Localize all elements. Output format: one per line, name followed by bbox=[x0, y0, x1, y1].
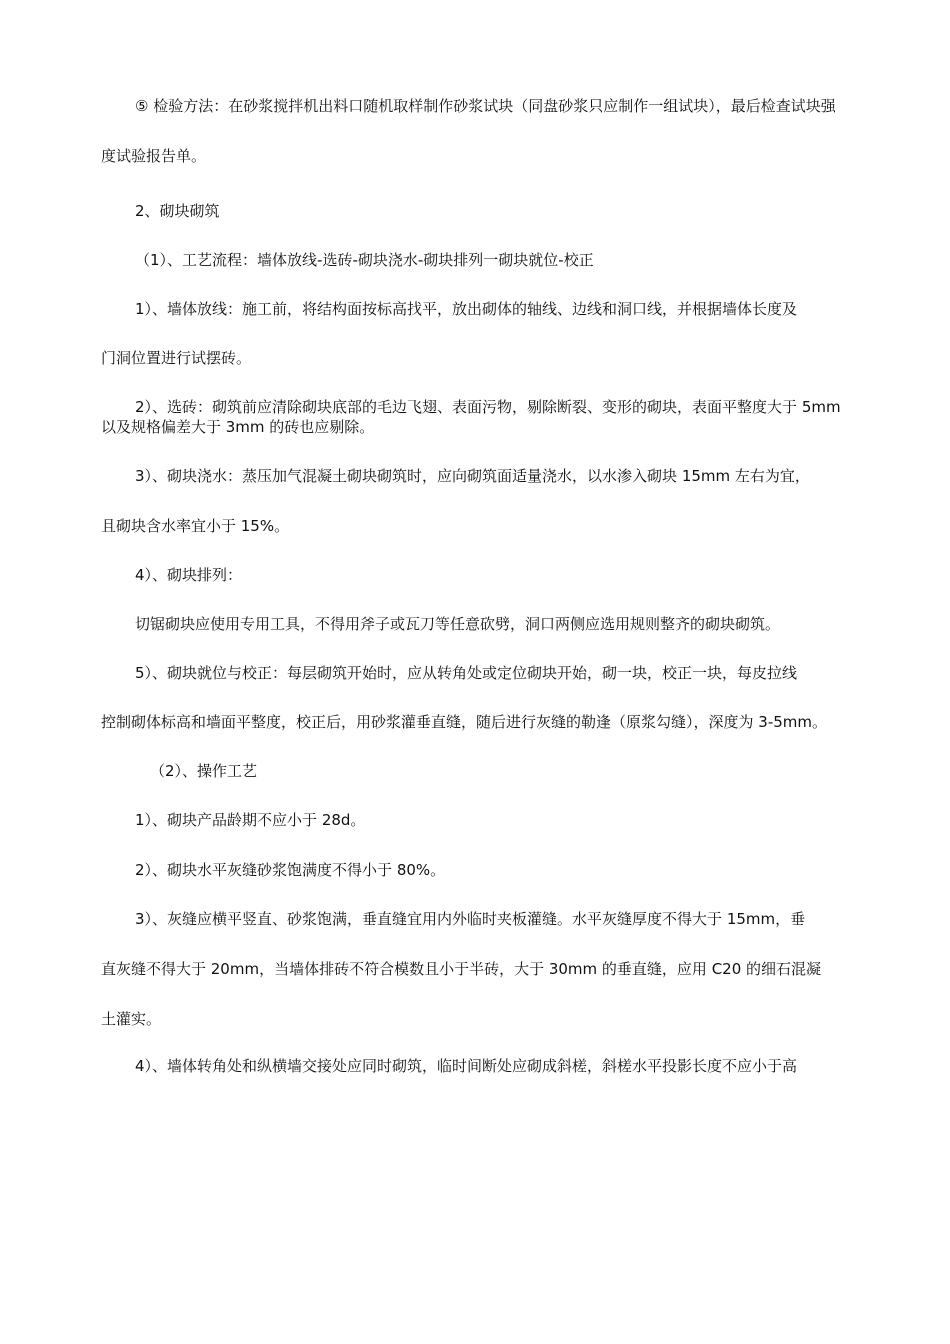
text-line: 2）、选砖：砌筑前应清除砌块底部的毛边飞翅、表面污物，剔除断裂、变形的砌块，表面平整度大于 5mm bbox=[135, 398, 841, 416]
subsection-heading: （1）、工艺流程：墙体放线-选砖-砌块浇水-砌块排列一砌块就位-校正 bbox=[135, 251, 594, 269]
text-line: 控制砌体标高和墙面平整度，校正后，用砂浆灌垂直缝，随后进行灰缝的勒逢（原浆勾缝），深度为 3-5mm。 bbox=[101, 713, 827, 731]
text-line: 3）、砌块浇水：蒸压加气混凝土砌块砌筑时，应向砌筑面适量浇水，以水渗入砌块 15mm 左右为宜， bbox=[135, 467, 810, 485]
text-line: 门洞位置进行试摆砖。 bbox=[101, 349, 252, 367]
text-line: 5）、砌块就位与校正：每层砌筑开始时，应从转角处或定位砌块开始，砌一块，校正一块，每皮拉线 bbox=[135, 664, 798, 682]
text-line: 土灌实。 bbox=[101, 1010, 162, 1028]
text-line: 4）、砌块排列： bbox=[135, 566, 243, 584]
text-line: 且砌块含水率宜小于 15%。 bbox=[101, 517, 290, 535]
text-line: 直灰缝不得大于 20mm，当墙体排砖不符合模数且小于半砖，大于 30mm 的垂直缝，应用 C20 的细石混凝 bbox=[101, 960, 822, 978]
section-heading: 2、砌块砌筑 bbox=[135, 202, 220, 220]
text-line: 1）、墙体放线：施工前，将结构面按标高找平，放出砌体的轴线、边线和洞口线，并根据墙体长度及 bbox=[135, 300, 798, 318]
text-line: 3）、灰缝应横平竖直、砂浆饱满，垂直缝宜用内外临时夹板灌缝。水平灰缝厚度不得大于 15mm，垂 bbox=[135, 910, 806, 928]
text-line: 以及规格偏差大于 3mm 的砖也应剔除。 bbox=[101, 418, 375, 436]
text-line: 4）、墙体转角处和纵横墙交接处应同时砌筑，临时间断处应砌成斜槎，斜槎水平投影长度不应小于高 bbox=[135, 1057, 798, 1075]
subsection-heading: （2）、操作工艺 bbox=[150, 762, 258, 780]
text-line: ⑤ 检验方法：在砂浆搅拌机出料口随机取样制作砂浆试块（同盘砂浆只应制作一组试块），最后检查试块强 bbox=[135, 97, 836, 115]
text-line: 切锯砌块应使用专用工具，不得用斧子或瓦刀等任意砍劈，洞口两侧应选用规则整齐的砌块砌筑。 bbox=[135, 615, 781, 633]
text-line: 度试验报告单。 bbox=[101, 147, 207, 165]
text-line: 1）、砌块产品龄期不应小于 28d。 bbox=[135, 811, 366, 829]
text-line: 2）、砌块水平灰缝砂浆饱满度不得小于 80%。 bbox=[135, 861, 446, 879]
